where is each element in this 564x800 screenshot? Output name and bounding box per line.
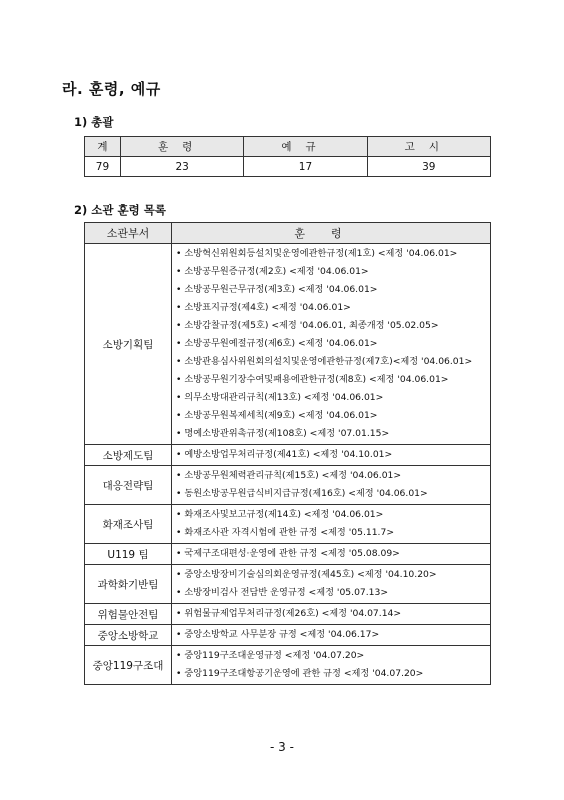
rule-text: 화재조사및보고규정(제14호) <제정 '04.06.01> (184, 509, 384, 520)
rule-text: 명예소방관위촉규정(제108호) <제정 '07.01.15> (184, 428, 390, 439)
rule-list (172, 544, 491, 565)
bullet-icon: • (176, 284, 182, 295)
rule-item (176, 485, 490, 503)
summary-value-gosi: 39 (367, 157, 490, 177)
summary-header-yegyu: 예규 (244, 137, 367, 157)
page-number: - 3 - (270, 740, 294, 754)
rule-text: 소방감찰규정(제5호) <제정 '04.06.01, 최종개정 '05.02.05> (184, 320, 439, 331)
bullet-icon: • (176, 629, 182, 640)
summary-value-row (85, 157, 491, 177)
rule-item (176, 263, 490, 281)
dept-row (85, 565, 491, 604)
bullet-icon: • (176, 410, 182, 421)
dept-name: 대응전략팀 (85, 466, 172, 505)
rule-item (176, 626, 490, 644)
summary-header-row (85, 137, 491, 157)
dept-name: 소방제도팀 (85, 445, 172, 466)
bullet-icon: • (176, 608, 182, 619)
rule-item (176, 665, 490, 683)
bullet-icon: • (176, 509, 182, 520)
rule-list (172, 244, 491, 445)
summary-value-yegyu: 17 (244, 157, 367, 177)
rule-list (172, 445, 491, 466)
rule-item (176, 335, 490, 353)
rule-item (176, 371, 490, 389)
dept-name: 과학화기반팀 (85, 565, 172, 604)
bullet-icon: • (176, 320, 182, 331)
bullet-icon: • (176, 449, 182, 460)
rule-text: 소방공무원증규정(제2호) <제정 '04.06.01> (184, 266, 369, 277)
dept-name: U119 팀 (85, 544, 172, 565)
rule-item (176, 566, 490, 584)
dept-row (85, 445, 491, 466)
rule-item (176, 524, 490, 542)
rule-item (176, 584, 490, 602)
bullet-icon: • (176, 470, 182, 481)
rule-item (176, 425, 490, 443)
bullet-icon: • (176, 302, 182, 313)
rule-text: 중앙119구조대운영규정 <제정 '04.07.20> (184, 650, 365, 661)
rules-list-table (84, 222, 491, 685)
bullet-icon: • (176, 248, 182, 259)
bullet-icon: • (176, 338, 182, 349)
dept-name: 위험물안전팀 (85, 604, 172, 625)
rule-text: 국제구조대편성·운영에 관한 규정 <제정 '05.08.09> (184, 548, 400, 559)
rule-item (176, 245, 490, 263)
list-header-rules: 훈령 (172, 223, 491, 244)
dept-name: 소방기획팀 (85, 244, 172, 445)
rule-item (176, 605, 490, 623)
rule-item (176, 281, 490, 299)
rule-text: 소방공무원예절규정(제6호) <제정 '04.06.01> (184, 338, 378, 349)
rule-text: 중앙소방장비기술심의회운영규정(제45호) <제정 '04.10.20> (184, 569, 437, 580)
rule-text: 소방공무원근무규정(제3호) <제정 '04.06.01> (184, 284, 378, 295)
bullet-icon: • (176, 650, 182, 661)
bullet-icon: • (176, 266, 182, 277)
bullet-icon: • (176, 587, 182, 598)
rule-text: 위험물규제업무처리규정(제26호) <제정 '04.07.14> (184, 608, 402, 619)
rule-text: 의무소방대관리규칙(제13호) <제정 '04.06.01> (184, 392, 384, 403)
dept-name: 중앙119구조대 (85, 646, 172, 685)
dept-row (85, 625, 491, 646)
dept-row (85, 604, 491, 625)
bullet-icon: • (176, 392, 182, 403)
dept-row (85, 646, 491, 685)
rule-text: 예방소방업무처리규정(제41호) <제정 '04.10.01> (184, 449, 393, 460)
list-heading: 2) 소관 훈령 목록 (74, 203, 166, 217)
summary-value-hunryeong: 23 (120, 157, 243, 177)
rule-list (172, 505, 491, 544)
rule-text: 소방혁신위원회등설치및운영에관한규정(제1호) <제정 '04.06.01> (184, 248, 458, 259)
rule-item (176, 446, 490, 464)
rule-item (176, 467, 490, 485)
summary-header-total: 계 (85, 137, 121, 157)
bullet-icon: • (176, 668, 182, 679)
rule-text: 화재조사관 자격시험에 관한 규정 <제정 '05.11.7> (184, 527, 395, 538)
dept-row (85, 505, 491, 544)
summary-header-hunryeong: 훈령 (120, 137, 243, 157)
bullet-icon: • (176, 569, 182, 580)
rule-item (176, 407, 490, 425)
dept-row (85, 544, 491, 565)
summary-table (84, 136, 491, 177)
dept-name: 중앙소방학교 (85, 625, 172, 646)
rule-list (172, 625, 491, 646)
bullet-icon: • (176, 374, 182, 385)
list-body (85, 244, 491, 685)
rule-text: 동원소방공무원급식비지급규정(제16호) <제정 '04.06.01> (184, 488, 428, 499)
summary-header-gosi: 고시 (367, 137, 490, 157)
rule-text: 소방관용심사위원회의설치및운영에관한규정(제7호)<제정 '04.06.01> (184, 356, 473, 367)
rule-text: 중앙119구조대항공기운영에 관한 규정 <제정 '04.07.20> (184, 668, 424, 679)
summary-heading: 1) 총괄 (74, 115, 114, 129)
rule-item (176, 545, 490, 563)
rule-item (176, 647, 490, 665)
bullet-icon: • (176, 428, 182, 439)
rule-item (176, 317, 490, 335)
rule-text: 소방공무원체력관리규칙(제15호) <제정 '04.06.01> (184, 470, 402, 481)
rule-list (172, 604, 491, 625)
rule-list (172, 466, 491, 505)
rule-list (172, 565, 491, 604)
dept-row (85, 466, 491, 505)
dept-row (85, 244, 491, 445)
rule-text: 소방표지규정(제4호) <제정 '04.06.01> (184, 302, 351, 313)
rule-text: 소방공무원복제세칙(제9호) <제정 '04.06.01> (184, 410, 378, 421)
rule-item (176, 389, 490, 407)
rule-text: 중앙소방학교 사무분장 규정 <제정 '04.06.17> (184, 629, 380, 640)
bullet-icon: • (176, 527, 182, 538)
list-header-dept: 소관부서 (85, 223, 172, 244)
dept-name: 화재조사팀 (85, 505, 172, 544)
rule-item (176, 299, 490, 317)
rule-list (172, 646, 491, 685)
bullet-icon: • (176, 488, 182, 499)
rule-item (176, 506, 490, 524)
bullet-icon: • (176, 356, 182, 367)
rule-item (176, 353, 490, 371)
bullet-icon: • (176, 548, 182, 559)
rule-text: 소방장비검사 전담반 운영규정 <제정 '05.07.13> (184, 587, 389, 598)
section-title: 라. 훈령, 예규 (62, 80, 161, 98)
list-header-row (85, 223, 491, 244)
rule-text: 소방공무원기장수여및패용에관한규정(제8호) <제정 '04.06.01> (184, 374, 449, 385)
summary-value-total: 79 (85, 157, 121, 177)
